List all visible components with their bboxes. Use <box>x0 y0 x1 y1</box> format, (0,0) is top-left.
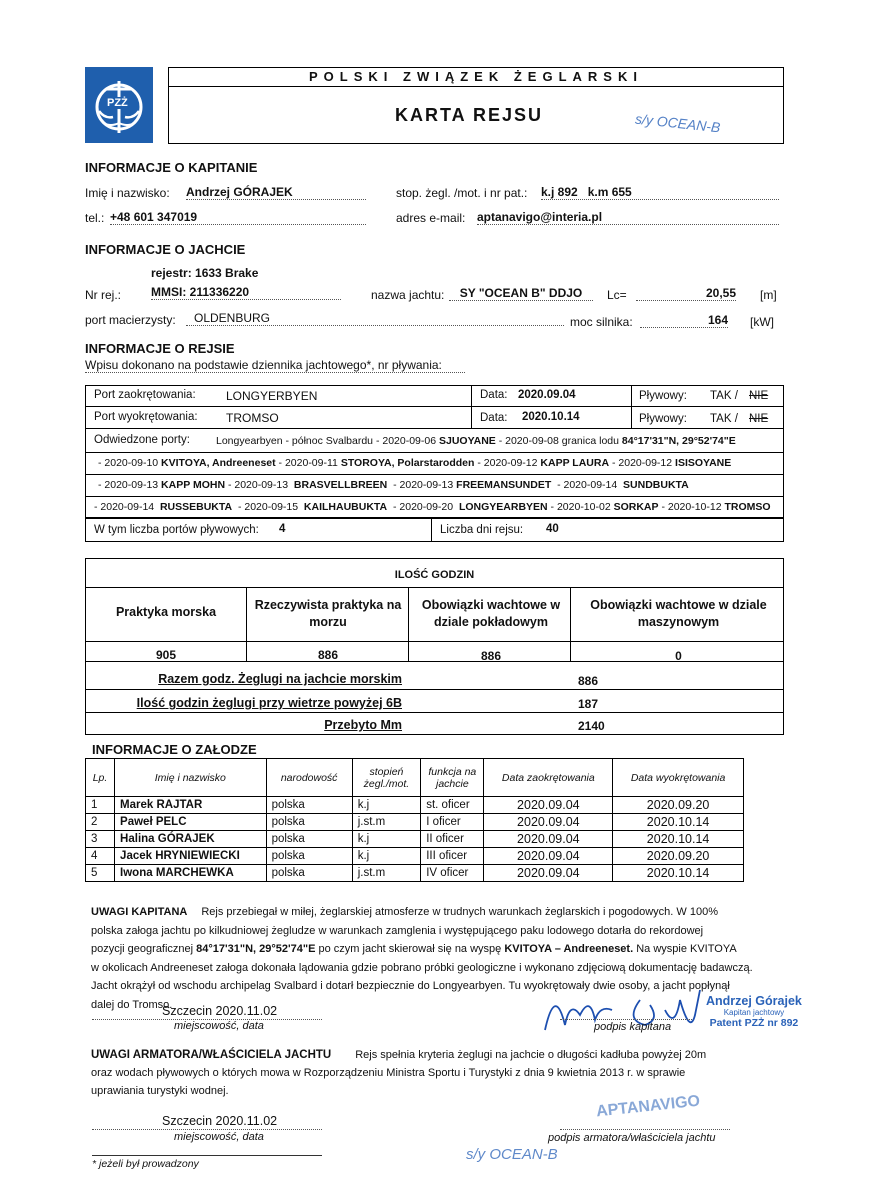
disembark-port: TROMSO <box>226 411 279 425</box>
visited-ports-line <box>86 452 783 474</box>
crew-role: II oficer <box>421 831 484 848</box>
yacht-section-title: INFORMACJE O JACHCIE <box>85 242 246 257</box>
crew-name: Jacek HRYNIEWIECKI <box>115 848 267 865</box>
visited-port-date: - 2020-09-12 <box>474 457 541 469</box>
crew-grade: k.j <box>352 797 420 814</box>
crew-nationality: polska <box>266 865 352 882</box>
crew-lp: 2 <box>86 814 115 831</box>
owner-remarks-line1: Rejs spełnia kryteria żeglugi na jachcie o długości kadłuba powyżej 20m <box>355 1049 707 1061</box>
cruise-summary-row <box>85 518 784 542</box>
embark-label: Port zaokrętowania: <box>94 389 196 401</box>
owner-company-stamp: APTANAVIGO <box>595 1092 701 1121</box>
hours-header-2: Rzeczywista praktyka na morzu <box>254 598 402 629</box>
embark-date-label: Data: <box>480 389 508 401</box>
yacht-engine-label: moc silnika: <box>570 315 633 329</box>
footnote: * jeżeli był prowadzony <box>92 1158 199 1170</box>
yacht-engine: 164 <box>640 313 728 328</box>
crew-embark-date: 2020.09.04 <box>484 848 613 865</box>
visited-port-name: KAPP LAURA <box>540 457 610 469</box>
captain-email-label: adres e-mail: <box>396 211 466 225</box>
captain-remarks-segment: w okolicach Andreeneset załoga dokonała lądowania gdzie pobrano próbki geologiczne i wykonano zdjęciową dokumentację badawczą. <box>91 961 753 974</box>
header-org-box <box>168 67 784 87</box>
hours-summary-2-label: Ilość godzin żeglugi przy wietrze powyżej 6B <box>136 696 402 710</box>
table-row <box>86 865 744 882</box>
crew-nationality: polska <box>266 831 352 848</box>
crew-name: Paweł PELC <box>115 814 267 831</box>
crew-lp: 5 <box>86 865 115 882</box>
crew-header-embark: Data zaokrętowania <box>484 759 613 797</box>
yacht-engine-unit: [kW] <box>750 315 774 329</box>
captain-remarks-label: UWAGI KAPITANA <box>91 906 188 918</box>
visited-port-name: RUSSEBUKTA <box>159 501 233 513</box>
cruise-section-title: INFORMACJE O REJSIE <box>85 341 235 356</box>
captain-license: k.j 892 k.m 655 <box>541 185 779 200</box>
visited-port-name: BRASVELLBREEN <box>293 479 388 491</box>
crew-grade: j.st.m <box>352 814 420 831</box>
tidal-ports-label: W tym liczba portów pływowych: <box>94 524 259 536</box>
disembark-tidal-no: NIE <box>749 413 769 425</box>
captain-remarks-segment: dalej do Tromso. <box>91 998 173 1011</box>
hours-table <box>85 558 784 735</box>
hours-summary-1-value: 886 <box>578 674 599 688</box>
visited-label: Odwiedzone porty: <box>94 434 190 446</box>
captain-remarks-segment: Jacht okrążył od wschodu archipelag Svalbard i dotarł bezpiecznie do Longyearbyen. Tu wyokrętowały dwie osoby, a jacht popłynął <box>91 980 730 992</box>
visited-port-name: LONGYEARBYEN <box>458 501 548 513</box>
captain-place-date: Szczecin 2020.11.02 <box>162 1004 278 1018</box>
crew-disembark-date: 2020.09.20 <box>613 848 744 865</box>
visited-port-name: 84°17'31"N, 29°52'74"E <box>621 435 736 447</box>
yacht-reg-label: Nr rej.: <box>85 288 121 302</box>
table-row <box>86 848 744 865</box>
captain-name: Andrzej GÓRAJEK <box>186 185 366 200</box>
stamp-ocean-b-bottom: s/y OCEAN-B <box>466 1146 558 1163</box>
yacht-lc: 20,55 <box>636 286 736 301</box>
yacht-lc-unit: [m] <box>760 288 777 302</box>
embark-tidal-label: Pływowy: <box>639 390 687 402</box>
captain-name-label: Imię i nazwisko: <box>85 186 170 200</box>
crew-name: Iwona MARCHEWKA <box>115 865 267 882</box>
captain-phone-label: tel.: <box>85 211 105 225</box>
visited-port-date: - 2020-09-10 <box>98 457 162 469</box>
crew-nationality: polska <box>266 814 352 831</box>
visited-port-date: - 2020-09-13 <box>387 479 457 491</box>
visited-port-date: - 2020-09-14 <box>551 479 624 491</box>
crew-embark-date: 2020.09.04 <box>484 797 613 814</box>
crew-header-role: funkcja na jachcie <box>421 759 484 797</box>
captain-license-label: stop. żegl. /mot. i nr pat.: <box>396 186 528 200</box>
crew-disembark-date: 2020.10.14 <box>613 831 744 848</box>
yacht-name: SY "OCEAN B" DDJO <box>449 286 593 301</box>
disembark-tidal-label: Pływowy: <box>639 413 687 425</box>
owner-remarks-line2: oraz wodach pływowych o których mowa w Rozporządzeniu Ministra Sportu i Turystyki z dnia 9 kwietnia 2013 r. w sprawie <box>91 1067 686 1079</box>
cruise-table <box>85 385 784 518</box>
embark-tidal-yes: TAK / <box>710 390 738 402</box>
disembark-label: Port wyokrętowania: <box>94 411 198 423</box>
hours-summary-2-value: 187 <box>578 697 599 711</box>
visited-ports-line <box>86 474 783 496</box>
captain-stamp-role: Kapitan jachtowy <box>723 1008 785 1017</box>
crew-header-grade: stopień żegl./mot. <box>352 759 420 797</box>
captain-remarks-segment: 84°17'31"N, 29°52'74"E <box>196 943 316 955</box>
days-label: Liczba dni rejsu: <box>440 524 524 536</box>
hours-header-4: Obowiązki wachtowe w dziale maszynowym <box>590 598 767 629</box>
visited-port-name: SUNDBUKTA <box>623 479 689 491</box>
owner-remarks <box>91 1046 781 1100</box>
captain-section-title: INFORMACJE O KAPITANIE <box>85 160 258 175</box>
crew-role: st. oficer <box>421 797 484 814</box>
hours-value-4: 0 <box>675 649 682 663</box>
crew-embark-date: 2020.09.04 <box>484 865 613 882</box>
crew-header-lp: Lp. <box>86 759 115 797</box>
logo-text: PZŻ <box>107 97 128 109</box>
crew-grade: j.st.m <box>352 865 420 882</box>
captain-place-date-label: miejscowość, data <box>174 1020 264 1032</box>
visited-port-date: - 2020-09-12 <box>609 457 676 469</box>
captain-remarks-segment: pozycji geograficznej <box>91 943 197 955</box>
visited-ports <box>86 431 783 518</box>
visited-port-name: FREEMANSUNDET <box>456 479 552 491</box>
crew-lp: 1 <box>86 797 115 814</box>
visited-port-date: - 2020-09-13 <box>98 479 162 491</box>
hours-header-3: Obowiązki wachtowe w dziale pokładowym <box>421 598 561 629</box>
hours-header-1: Praktyka morska <box>115 605 217 619</box>
captain-stamp-name: Andrzej Górajek <box>706 994 802 1008</box>
visited-port-name: TROMSO <box>724 501 771 513</box>
hours-value-1: 905 <box>155 648 177 662</box>
visited-port-date: - 2020-10-12 <box>658 501 725 513</box>
crew-grade: k.j <box>352 848 420 865</box>
yacht-port-label: port macierzysty: <box>85 313 176 327</box>
embark-tidal-no: NIE <box>749 390 769 402</box>
crew-embark-date: 2020.09.04 <box>484 831 613 848</box>
disembark-tidal-yes: TAK / <box>710 413 738 425</box>
captain-stamp <box>706 994 802 1029</box>
pzz-logo <box>85 67 153 143</box>
page-title: KARTA REJSU <box>395 105 544 125</box>
visited-port-date: - 2020-09-08 granica lodu <box>495 435 622 447</box>
hours-title: ILOŚĆ GODZIN <box>394 569 475 581</box>
stamp-ocean-b-top: s/y OCEAN-B <box>634 110 722 136</box>
yacht-reg-line1: rejestr: 1633 Brake <box>151 266 259 280</box>
disembark-date-label: Data: <box>480 412 508 424</box>
crew-role: IV oficer <box>421 865 484 882</box>
crew-lp: 4 <box>86 848 115 865</box>
cruise-basis: Wpisu dokonano na podstawie dziennika jachtowego*, nr pływania: <box>85 358 465 373</box>
captain-remarks-segment: Rejs przebiegał w miłej, żeglarskiej atmosferze w trudnych warunkach żeglarskich i pogodowych. W 100% <box>201 906 718 918</box>
visited-ports-line <box>86 496 783 518</box>
days-count: 40 <box>546 523 559 535</box>
visited-port-name: STOROYA, Polarstarodden <box>340 457 475 469</box>
crew-name: Halina GÓRAJEK <box>115 831 267 848</box>
yacht-reg-line2: MMSI: 211336220 <box>151 285 341 300</box>
visited-port-name: KAPP MOHN <box>161 479 226 491</box>
crew-table <box>85 758 744 882</box>
crew-disembark-date: 2020.10.14 <box>613 814 744 831</box>
captain-stamp-patent: Patent PZŻ nr 892 <box>709 1017 799 1029</box>
crew-header-nationality: narodowość <box>266 759 352 797</box>
yacht-lc-label: Lc= <box>607 288 627 302</box>
yacht-port: OLDENBURG <box>186 311 564 326</box>
visited-port-date: - 2020-09-13 <box>225 479 294 491</box>
crew-role: III oficer <box>421 848 484 865</box>
crew-nationality: polska <box>266 848 352 865</box>
visited-port-date: - 2020-09-20 <box>387 501 459 513</box>
hours-summary-3-value: 2140 <box>578 719 605 733</box>
visited-ports-line <box>86 431 783 452</box>
crew-nationality: polska <box>266 797 352 814</box>
owner-remarks-line3: uprawiania turystyki wodnej. <box>91 1085 229 1097</box>
crew-header-name: Imię i nazwisko <box>115 759 267 797</box>
crew-section-title: INFORMACJE O ZAŁODZE <box>92 742 257 757</box>
yacht-name-label: nazwa jachtu: <box>371 288 445 302</box>
visited-port-date: - 2020-09-11 <box>275 457 341 469</box>
hours-value-3: 886 <box>480 649 502 663</box>
captain-remarks-segment: KVITOYA – Andreeneset. <box>504 943 634 955</box>
visited-port-date: - 2020-10-02 <box>547 501 614 513</box>
tidal-ports-count: 4 <box>279 523 286 535</box>
table-row <box>86 814 744 831</box>
header-title-box <box>168 86 784 144</box>
embark-date: 2020.09.04 <box>518 389 576 401</box>
crew-name: Marek RAJTAR <box>115 797 267 814</box>
captain-sign-label: podpis kapitana <box>594 1021 672 1033</box>
visited-port-date: - 2020-09-14 <box>94 501 160 513</box>
captain-remarks-segment: Na wyspie KVITOYA <box>633 943 737 955</box>
captain-email: aptanavigo@interia.pl <box>477 210 779 225</box>
crew-role: I oficer <box>421 814 484 831</box>
visited-port-date: Longyearbyen - północ Svalbardu - 2020-09-06 <box>216 435 439 447</box>
crew-header-disembark: Data wyokrętowania <box>613 759 744 797</box>
visited-port-name: KVITOYA, Andreeneset <box>161 457 276 469</box>
hours-value-2: 886 <box>317 648 339 662</box>
crew-disembark-date: 2020.09.20 <box>613 797 744 814</box>
captain-phone: +48 601 347019 <box>110 210 366 225</box>
visited-port-name: ISISOYANE <box>675 457 732 469</box>
visited-port-name: SORKAP <box>613 501 659 513</box>
table-row <box>86 797 744 814</box>
crew-disembark-date: 2020.10.14 <box>613 865 744 882</box>
hours-summary-3-label: Przebyto Mm <box>324 718 402 732</box>
owner-place-date-label: miejscowość, data <box>174 1131 264 1143</box>
captain-remarks-segment: po czym jacht skierował się na wyspę <box>315 943 505 955</box>
visited-port-name: SJUOYANE <box>438 435 496 447</box>
disembark-date: 2020.10.14 <box>522 411 580 423</box>
crew-lp: 3 <box>86 831 115 848</box>
embark-port: LONGYERBYEN <box>226 389 318 403</box>
owner-remarks-label: UWAGI ARMATORA/WŁAŚCICIELA JACHTU <box>91 1049 332 1061</box>
crew-grade: k.j <box>352 831 420 848</box>
org-name: POLSKI ZWIĄZEK ŻEGLARSKI <box>309 69 643 84</box>
visited-port-date: - 2020-09-15 <box>232 501 304 513</box>
captain-remarks-segment: polska załoga jachtu po kilkudniowej żegludze w warunkach zamglenia i występującego paku lodowego dotarła do rekordowej <box>91 924 704 937</box>
owner-sign-label: podpis armatora/właściciela jachtu <box>548 1132 716 1144</box>
owner-place-date: Szczecin 2020.11.02 <box>162 1114 278 1128</box>
table-row <box>86 831 744 848</box>
visited-port-name: KAILHAUBUKTA <box>303 501 388 513</box>
hours-summary-1-label: Razem godz. Żeglugi na jachcie morskim <box>158 672 402 686</box>
crew-embark-date: 2020.09.04 <box>484 814 613 831</box>
